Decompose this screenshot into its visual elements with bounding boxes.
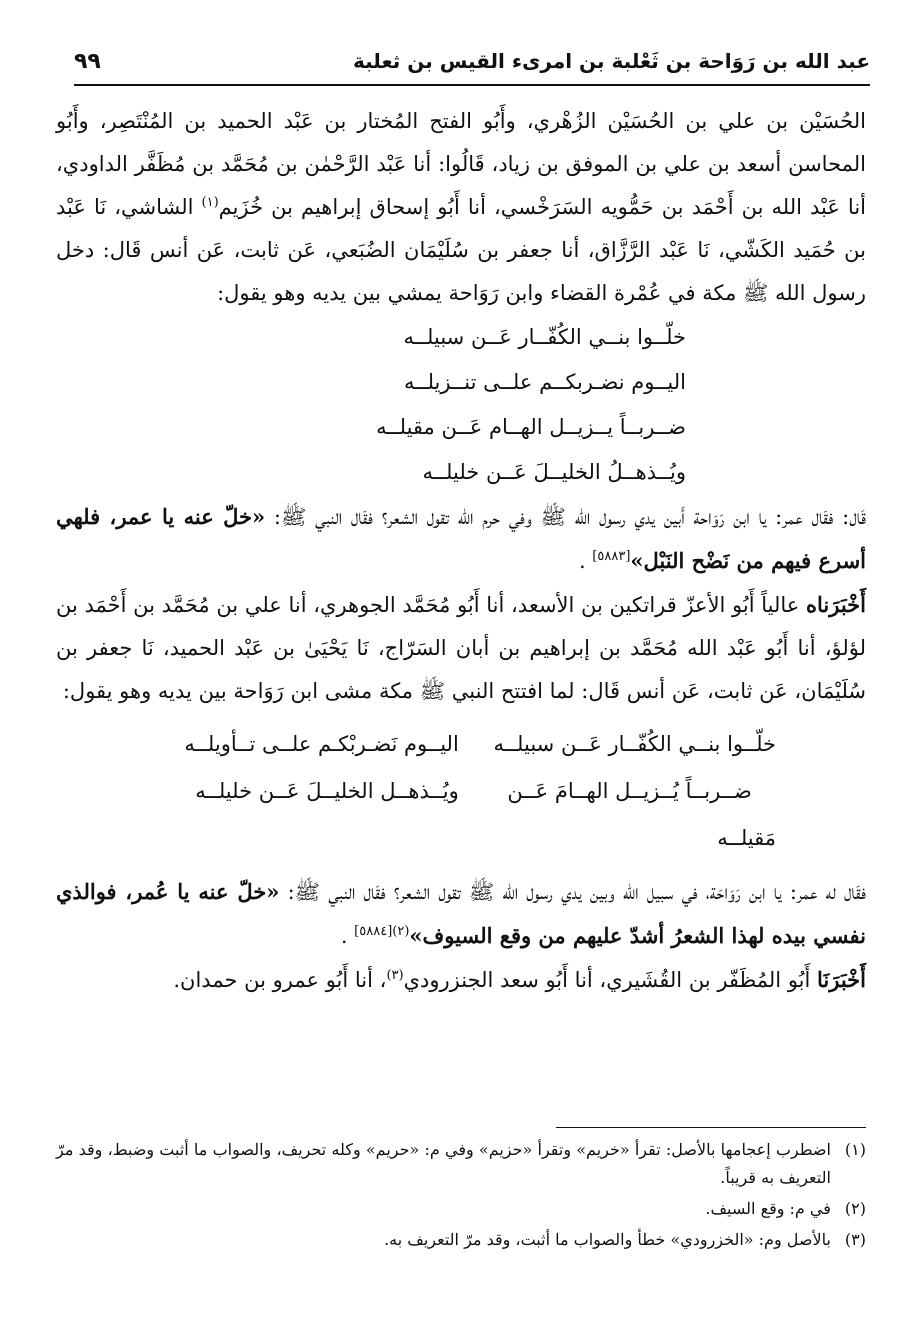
footnote-marker[interactable]: (٣): [386, 968, 404, 983]
verse-hemistich-left: ويُــذهــل الخليــلَ عَــن خليلــه: [195, 779, 459, 803]
footnote-text: اضطرب إعجامها بالأصل: تقرأ «خريم» وتقرأ «حزيم» وفي م: «حريم» وكله تحريف، والصواب ما أثبت وضبط، وقد مرّ التعريف به قريباً.: [56, 1140, 831, 1187]
paragraph-text: الحُسَيْن بن علي بن الحُسَيْن الزُهْري، وأَبُو الفتح المُختار بن عَبْد الحميد بن المُنْتَصِر، وأَبُو المحاسن أسعد بن علي بن الموفق بن زياد، قَالُوا: أنا عَبْد الرَّحْمٰن بن مُحَمَّد بن مُظَفَّر الداودي، أنا عَبْد الله بن أَحْمَد بن حَمُّويه السَرَخْسي، أنا أَبُو إسحاق إبراهيم بن خُزَيم: [56, 109, 866, 219]
footnotes: [56, 1136, 866, 1257]
paragraph-text: الشاشي، نَا عَبْد بن حُمَيد الكَشّي، نَا عَبْد الرَّزَّاق، أنا جعفر بن سُلَيْمَان الضُبَعي، عَن ثابت، عَن أنس قَال: دخل رسول الله ﷺ مكة في عُمْرة القضاء وابن رَوَاحة يمشي بين يديه وهو يقول:: [56, 195, 866, 305]
footnote-number: (١): [844, 1140, 866, 1159]
verse-hemistich-left: اليــوم نَضـربْكـم علــى تــأويلــه: [184, 732, 459, 756]
prophet-quote: «خلّ عنه يا عُمر، فوالذي نفسي بيده لهذا الشعرُ أشدّ عليهم من وقع السيوف»: [56, 879, 866, 948]
paragraph-text: عالياً أَبُو الأعزّ قراتكين بن الأسعد، أنا أَبُو مُحَمَّد الجوهري، أنا علي بن مُحَمَّد بن أَحْمَد بن لؤلؤ، أنا أَبُو عَبْد الله مُحَمَّد بن إبراهيم بن أبان السَرّاج، نَا يَحْيَىٰ بن عَبْد الحميد، نَا جعفر بن سُلَيْمَان، عَن ثابت، عَن أنس قَال: لما افتتح النبي ﷺ مكة مشى ابن رَوَاحة بين يديه وهو يقول:: [56, 593, 866, 703]
footnote-marker[interactable]: (٢): [392, 924, 410, 939]
footnote-item: [56, 1136, 866, 1192]
verse-block-1: [56, 315, 866, 495]
prophet-quote: «خلّ عنه يا عمر، فلهي أسرع فيهم من نَضْح النَبْل»: [56, 504, 866, 573]
narration-lead: أَخْبَرَنَا: [817, 967, 866, 992]
hadith-number: [٥٨٨٣]: [592, 549, 631, 564]
paragraph-text: ، أنا أَبُو عمرو بن حمدان.: [173, 968, 387, 992]
footnote-number: (٣): [844, 1230, 866, 1249]
page-number: ٩٩: [74, 48, 101, 74]
footnote-separator: [556, 1127, 866, 1128]
verse-hemistich-right: ضــربــاً يُــزيــل الهــامَ عَــن مَقيلــه: [507, 779, 776, 850]
running-title: عبد الله بن رَوَاحة بن ثَعْلبة بن امرىء القيس بن ثعلبة: [353, 49, 870, 73]
footnote-text: في م: وقع السيف.: [705, 1199, 831, 1218]
paragraph-isnad-2: [56, 583, 866, 713]
page-header: [74, 38, 870, 86]
verse-hemistich-right: خلّــوا بنــي الكُفّــار عَــن سبيلــه: [493, 732, 776, 756]
verse-pair-row: [166, 721, 776, 768]
hadith-number: [٥٨٨٤]: [354, 924, 393, 939]
paragraph-text: أَبُو المُظَفّر بن القُشَيري، أنا أَبُو سعد الجنزرودي: [403, 968, 818, 992]
verse-pair-row: [166, 768, 776, 862]
paragraph-isnad-1: [56, 100, 866, 315]
verse-line: ويُــذهــلُ الخليــلَ عَــن خليلــه: [422, 460, 686, 484]
paragraph-hadith-1: قَال: فقَال عمر: يا ابن رَوَاحة أَبين يدي رسول الله ﷺ وفي حرم الله تقول الشعر؟ فقَال النبي ﷺ: «خلّ عنه يا عمر، فلهي أسرع فيهم من نَضْح النَبْل»[٥٨٨٣] .: [56, 504, 866, 573]
verse-line: خلّــوا بنــي الكُفّــار عَــن سبيلــه: [403, 325, 686, 349]
verse-block-2: [166, 721, 776, 862]
narration-lead: أَخْبَرَناه: [806, 592, 866, 617]
footnote-item: [56, 1195, 866, 1223]
paragraph-text: قَال: فقَال عمر: يا ابن رَوَاحة أَبين يدي رسول الله ﷺ وفي حرم الله تقول الشعر؟ فقَال النبي ﷺ:: [265, 505, 866, 529]
footnote-item: [56, 1226, 866, 1254]
footnote-marker[interactable]: (١): [201, 195, 219, 210]
footnote-number: (٢): [844, 1199, 866, 1218]
paragraph-text: فقَال له عمر: يا ابن رَوَاحَة، في سبيل الله وبين يدي رسول الله ﷺ تقول الشعر؟ فقَال النبي ﷺ:: [279, 880, 866, 904]
verse-line: اليــوم نضـربكــم علــى تنــزيلــه: [404, 370, 686, 394]
main-text: [56, 100, 866, 1002]
paragraph-isnad-3: [56, 958, 866, 1002]
verse-line: ضــربــاً يــزيــل الهــام عَــن مقيلــه: [376, 415, 686, 439]
paragraph-hadith-2: فقَال له عمر: يا ابن رَوَاحَة، في سبيل الله وبين يدي رسول الله ﷺ تقول الشعر؟ فقَال النبي ﷺ: «خلّ عنه يا عُمر، فوالذي نفسي بيده لهذا الشعرُ أشدّ عليهم من وقع السيوف»$^{(٢)[٥٨٨٤]}$ .: [56, 879, 866, 948]
footnote-text: بالأصل وم: «الخزرودي» خطأ والصواب ما أثبت، وقد مرّ التعريف به.: [384, 1230, 831, 1249]
